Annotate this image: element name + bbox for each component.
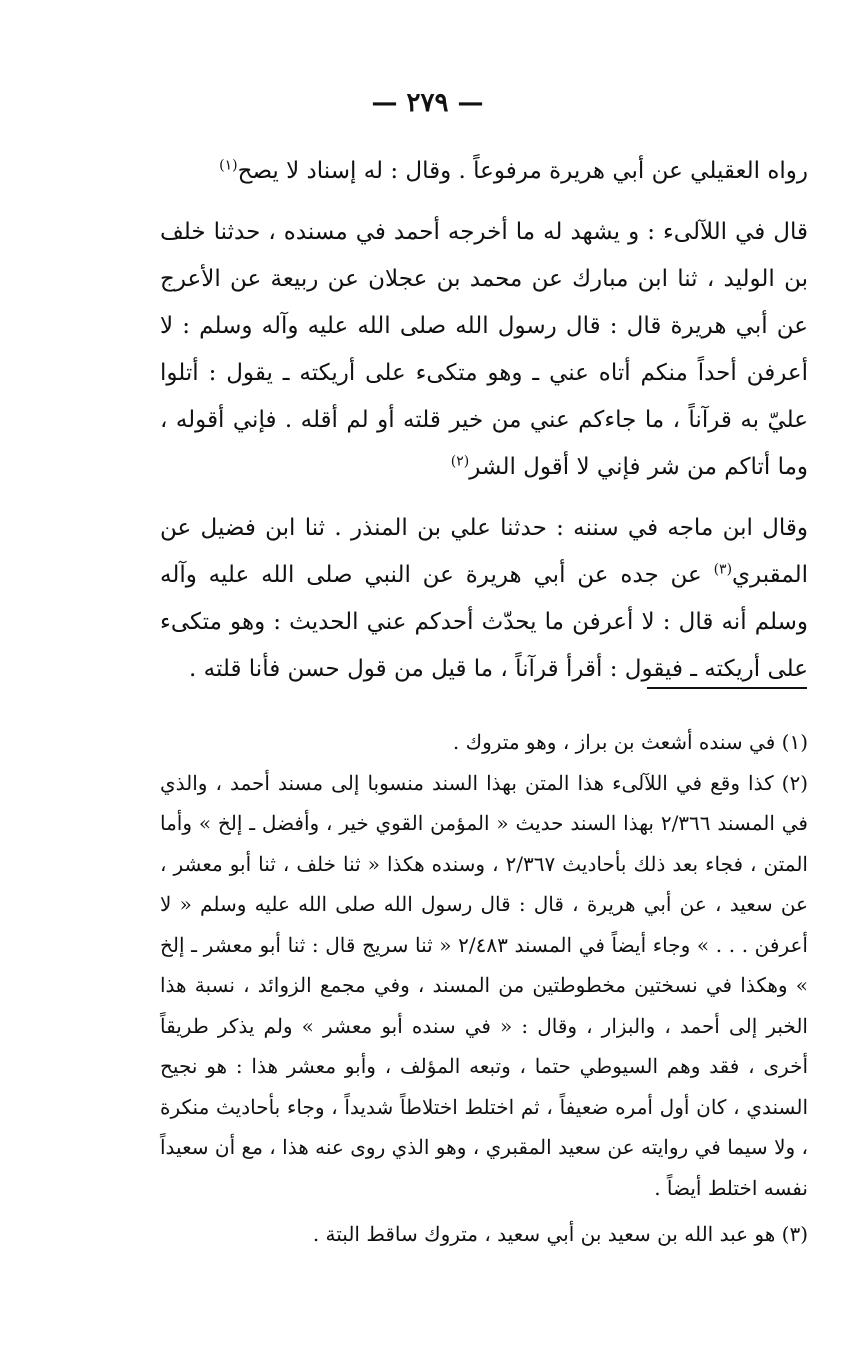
footnote-2: (٢) كذا وقع في اللآلىء هذا المتن بهذا السند منسوبا إلى مسند أحمد ، والذي في المسند ٢/٣٦٦ بهذا السند حديث « المؤمن القوي خير ، وأفضل ـ إلخ » وأما المتن ، فجاء بعد ذلك بأحاديث ٢/٣٦٧ ، وسنده هكذا « ثنا خلف ، ثنا أبو معشر ، عن سعيد ، عن أبي هريرة ، قال : قال رسول الله صلى الله عليه وسلم « لا أعرفن . . . » وجاء أيضاً في المسند ٢/٤٨٣ « ثنا سريج قال : ثنا أبو معشر ـ إلخ » وهكذا في نسختين مخطوطتين من المسند ، وفي مجمع الزوائد ، نسبة هذا الخبر إلى أحمد ، والبزار ، وقال : « في سنده أبو معشر » ولم يذكر طريقاً أخرى ، فقد وهم السيوطي حتما ، وتبعه المؤلف ، وأبو معشر هذا : هو نجيح السندي ، كان أول أمره ضعيفاً ، ثم اختلط اختلاطاً شديداً ، وجاء بأحاديث منكرة ، ولا سيما في روايته عن سعيد المقبري ، وهو الذي روى عنه هذا ، مع أن سعيداً نفسه اختلط أيضاً . [160, 770, 808, 1200]
footnote-ref-2: (٢) [450, 453, 470, 470]
footnote-ref-1: (١) [219, 157, 238, 174]
footnotes [160, 722, 808, 1255]
paragraph-2 [160, 209, 808, 491]
footnote-ref-3: (٣) [713, 561, 733, 578]
paragraph-1-text: رواه العقيلي عن أبي هريرة مرفوعاً . وقال : له إسناد لا يصح [237, 158, 808, 184]
footnote-3: (٣) هو عبد الله بن سعيد بن أبي سعيد ، متروك ساقط البتة . [312, 1222, 808, 1246]
footnote-1: (١) في سنده أشعث بن براز ، وهو متروك . [452, 730, 808, 754]
paragraph-3 [160, 505, 808, 693]
paragraph-3-text-a: وقال ابن ماجه في سننه : حدثنا علي بن المنذر . ثنا ابن فضيل عن المقبري [160, 515, 809, 588]
paragraph-2-text: قال في اللآلىء : و يشهد له ما أخرجه أحمد في مسنده ، حدثنا خلف بن الوليد ، ثنا ابن مبارك عن محمد بن عجلان عن ربيعة عن الأعرج عن أبي هريرة قال : قال رسول الله صلى الله عليه وآله وسلم : لا أعرفن أحداً منكم أتاه عني ـ وهو متكىء على أريكته ـ يقول : أتلوا عليّ به قرآناً ، ما جاءكم عني من خير قلته أو لم أقله . فإني أقوله ، وما أتاكم من شر فإني لا أقول الشر [160, 219, 808, 480]
footnote-divider [647, 687, 807, 689]
main-text [160, 148, 808, 707]
paragraph-3-text-b: عن جده عن أبي هريرة عن النبي صلى الله عليه وآله وسلم أنه قال : لا أعرفن ما يحدّث أحدكم عني الحديث : وهو متكىء على أريكته ـ فيقول : أقرأ قرآناً ، ما قيل من قول حسن فأنا قلته . [160, 562, 808, 682]
page-number: — ٢٧٩ — [371, 88, 484, 118]
paragraph-1 [160, 148, 808, 195]
